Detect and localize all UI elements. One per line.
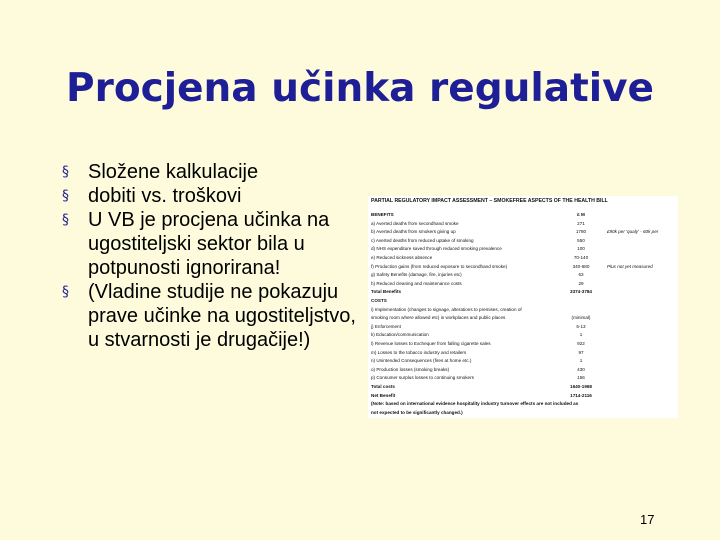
page-number: 17 <box>640 512 655 527</box>
bullet-marker-icon: § <box>62 212 69 228</box>
row-label: n) Unintended Consequences (fires at home etc.) <box>371 358 472 364</box>
row-label: smoking room where allowed etc) in workplaces and public places <box>371 315 506 321</box>
row-label: g) Safety Benefits (damage, fire, injuries etc) <box>371 272 462 278</box>
bullet-marker-icon: § <box>62 164 69 180</box>
row-value: 3374-3784 <box>570 289 592 295</box>
bullet-marker-icon: § <box>62 188 69 204</box>
row-value: 97 <box>578 349 584 355</box>
row-value: 63 <box>578 272 584 278</box>
row-label: i) Implementation (changes to signage, alterations to premises, creation of <box>371 306 522 312</box>
bullet-text: (Vladine studije ne pokazuju prave učinke na ugostiteljstvo, u stvarnosti je drugačije!) <box>88 281 356 351</box>
row-value: 70-140 <box>573 255 589 260</box>
row-label: Total costs <box>371 384 395 389</box>
impact-assessment-heading: PARTIAL REGULATORY IMPACT ASSESSMENT – SMOKEFREE ASPECTS OF THE HEALTH BILL <box>371 198 608 204</box>
row-value: 29 <box>578 280 584 286</box>
row-value: 1 <box>579 358 583 364</box>
bullet-text: dobiti vs. troškovi <box>88 185 242 207</box>
row-label: l) Revenue losses to Exchequer from falling cigarette sales <box>371 341 491 346</box>
bullet-list <box>62 160 362 352</box>
row-label: BENEFITS <box>371 212 394 217</box>
bullet-marker-icon: § <box>62 284 69 300</box>
row-value: 1 <box>579 332 583 338</box>
row-label: b) Averted deaths from smokers giving up <box>371 229 456 235</box>
row-value: (minimal) <box>571 315 591 321</box>
row-value: 100 <box>577 246 585 252</box>
slide-title: Procjena učinka regulative <box>66 66 654 111</box>
row-value: 1640-1968 <box>570 384 592 389</box>
bullet-item <box>62 160 362 184</box>
row-label: Total Benefits <box>371 289 402 295</box>
row-value: 1780 <box>575 229 587 235</box>
row-value: 156 <box>577 375 585 381</box>
bullet-item <box>62 208 362 280</box>
table-row <box>371 408 675 417</box>
bullet-item <box>62 280 362 352</box>
row-value: 1714-2116 <box>570 392 592 398</box>
row-note: £90k per 'qualy' - 60k per <box>607 229 659 235</box>
bullet-item <box>62 184 362 208</box>
row-label: e) Reduced sickness absence <box>371 255 433 260</box>
bullet-text: Složene kalkulacije <box>88 161 259 183</box>
row-label: c) Averted deaths from reduced uptake of smoking <box>371 237 474 243</box>
row-label: m) Losses to the tobacco industry and retailers <box>371 349 467 355</box>
row-label: k) Education/communication <box>371 332 429 338</box>
row-label: f) Production gains (from reduced exposure to secondhand smoke) <box>371 263 508 269</box>
row-label: p) Consumer surplus losses to continuing smokers <box>371 375 474 381</box>
row-label: j) Enforcement <box>371 323 401 329</box>
row-value: 430 <box>577 366 585 372</box>
row-label: Net Benefit <box>371 392 396 398</box>
row-label: (Note: based on international evidence hospitality industry turnover effects are not included as <box>371 401 579 407</box>
row-value: 550 <box>577 237 585 243</box>
row-label: h) Reduced cleaning and maintenance costs <box>371 280 462 286</box>
row-label: not expected to be significantly changed.) <box>371 409 463 415</box>
row-label: o) Production losses (smoking breaks) <box>371 366 450 372</box>
row-value: 340-680 <box>572 263 590 269</box>
row-value: 5-13 <box>576 323 586 329</box>
impact-assessment-image <box>368 196 678 418</box>
row-value: 271 <box>577 220 585 226</box>
bullet-text: U VB je procjena učinka na ugostiteljski sektor bila u potpunosti ignorirana! <box>88 209 330 279</box>
row-label: COSTS <box>371 298 387 303</box>
row-value: 922 <box>577 341 585 346</box>
row-value: £ M <box>577 212 585 217</box>
row-label: d) NHS expenditure saved through reduced smoking prevalence <box>371 246 502 252</box>
row-note: Plus not yet measured <box>607 263 653 269</box>
row-label: a) Averted deaths from secondhand smoke <box>371 220 459 226</box>
